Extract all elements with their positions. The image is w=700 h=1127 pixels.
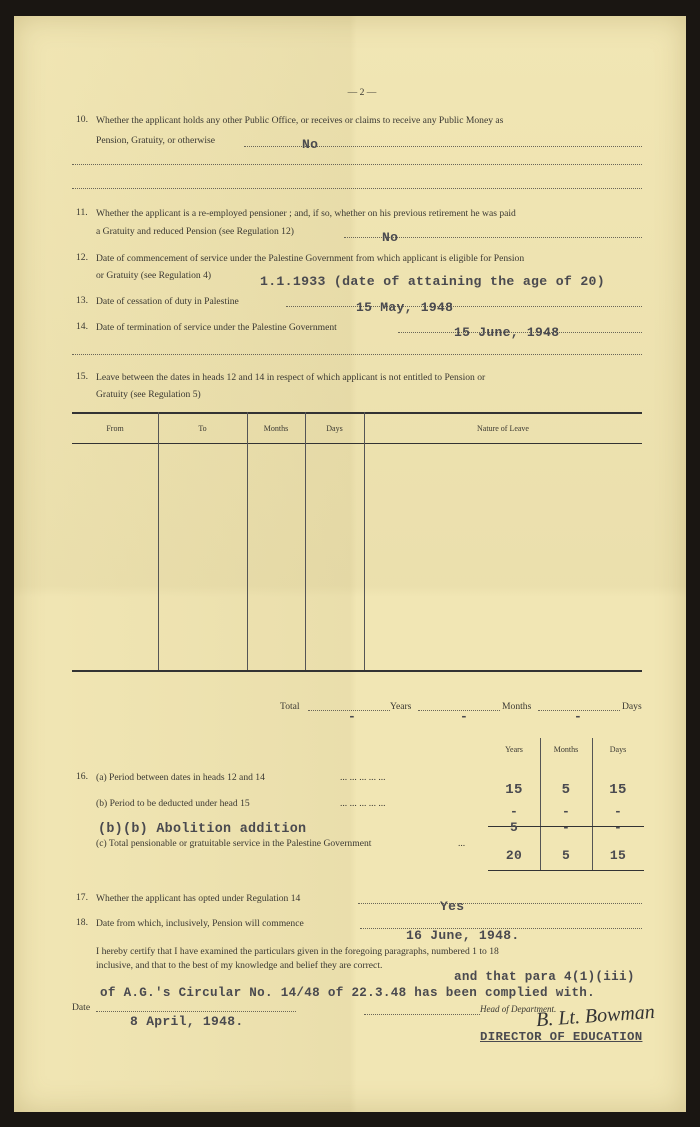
item-14-dotted-line-2: [72, 354, 642, 355]
certification-line-2: inclusive, and that to the best of my knowledge and belief they are correct.: [96, 960, 383, 971]
item-13-text: Date of cessation of duty in Palestine: [96, 296, 239, 307]
signature: B. Lt. Bowman: [535, 1000, 656, 1032]
item-12-text-2: or Gratuity (see Regulation 4): [96, 270, 212, 281]
item-11-answer: No: [382, 230, 399, 245]
item-16b-text: (b) Period to be deducted under head 15: [96, 798, 250, 809]
document-page: [14, 16, 686, 1112]
head-of-department-label: Head of Department.: [480, 1004, 557, 1014]
service-grid-header-years: Years: [505, 745, 523, 754]
total-label: Total: [280, 701, 300, 712]
item-14-text: Date of termination of service under the Palestine Government: [96, 322, 337, 333]
item-12-answer: 1.1.1933 (date of attaining the age of 20): [260, 274, 605, 289]
leave-table-header-from: From: [106, 424, 124, 433]
item-16a-text: (a) Period between dates in heads 12 and 14: [96, 772, 265, 783]
item-17-text: Whether the applicant has opted under Regulation 14: [96, 893, 301, 904]
item-10-dotted-line-2: [72, 164, 642, 165]
item-12-text: Date of commencement of service under the Palestine Government from which applicant is eligible for Pension: [96, 253, 525, 264]
item-10-text-2: Pension, Gratuity, or otherwise: [96, 135, 216, 146]
item-14-number: 14.: [76, 321, 88, 332]
item-13-number: 13.: [76, 295, 88, 306]
leave-table-col-divider-4: [364, 412, 365, 670]
item-16b-ellipsis: ... ... ... ... ...: [340, 798, 386, 809]
period-bb-years: 5: [509, 820, 519, 835]
certification-typed-addition-2: of A.G.'s Circular No. 14/48 of 22.3.48 has been complied with.: [100, 986, 596, 1000]
date-dotted-line: [96, 1011, 296, 1012]
item-10-number: 10.: [76, 114, 88, 125]
leave-table-col-divider-3: [305, 412, 306, 670]
leave-table-header-days: Days: [326, 424, 343, 433]
item-10-text: Whether the applicant holds any other Public Office, or receives or claims to receive any Public Money as: [96, 115, 504, 126]
certification-typed-addition-1: and that para 4(1)(iii): [454, 970, 635, 984]
item-18-text: Date from which, inclusively, Pension will commence: [96, 918, 304, 929]
service-grid-header-days: Days: [609, 745, 627, 754]
service-grid-bottom-rule: [488, 870, 644, 871]
item-16c-ellipsis: ...: [458, 838, 466, 849]
leave-table-bottom-rule: [72, 670, 642, 672]
date-value: 8 April, 1948.: [130, 1014, 244, 1029]
certification-line-1: I hereby certify that I have examined the particulars given in the foregoing paragraphs, numbered 1 to 18: [96, 946, 499, 957]
leave-table-header-months: Months: [263, 424, 289, 433]
item-16a-ellipsis: ... ... ... ... ...: [340, 772, 386, 783]
period-b-years: -: [509, 804, 519, 819]
leave-table-col-divider-2: [247, 412, 248, 670]
leave-table-col-divider-1: [158, 412, 159, 670]
item-10-answer: No: [302, 137, 319, 152]
date-label: Date: [72, 1002, 91, 1013]
period-a-years: 15: [505, 782, 523, 798]
item-16bb-text: (b)(b) Abolition addition: [98, 822, 307, 837]
item-11-text-2: a Gratuity and reduced Pension (see Regulation 12): [96, 226, 294, 237]
period-a-days: 15: [609, 782, 627, 798]
service-grid-header-months: Months: [553, 745, 579, 754]
leave-table-header-nature: Nature of Leave: [477, 424, 529, 433]
item-11-number: 11.: [76, 207, 88, 218]
item-10-dotted-line-3: [72, 188, 642, 189]
period-b-months: -: [561, 804, 571, 819]
item-15-number: 15.: [76, 371, 88, 382]
item-18-number: 18.: [76, 917, 88, 928]
period-b-days: -: [613, 804, 623, 819]
item-15-text-2: Gratuity (see Regulation 5): [96, 389, 201, 400]
period-bb-months: -: [561, 820, 571, 835]
item-13-answer: 15 May, 1948: [356, 300, 454, 315]
signature-dotted-line: [364, 1014, 480, 1015]
period-a-months: 5: [561, 782, 571, 798]
total-days-label: Days: [622, 701, 642, 712]
item-11-text: Whether the applicant is a re-employed pensioner ; and, if so, whether on his previous retirement he was paid: [96, 208, 516, 219]
total-years-label: Years: [390, 701, 412, 712]
period-bb-days: -: [613, 820, 623, 835]
total-months-label: Months: [502, 701, 532, 712]
total-years-value: -: [348, 709, 357, 724]
item-16c-text: (c) Total pensionable or gratuitable service in the Palestine Government: [96, 838, 372, 849]
total-months-value: -: [460, 709, 469, 724]
item-17-dotted-line: [358, 903, 642, 904]
item-17-number: 17.: [76, 892, 88, 903]
item-17-answer: Yes: [440, 899, 465, 914]
total-dotted-2: [418, 710, 500, 711]
item-16-number: 16.: [76, 771, 88, 782]
item-14-answer: 15 June, 1948: [454, 325, 560, 340]
period-c-years: 20: [505, 848, 523, 863]
total-days-value: -: [574, 709, 583, 724]
director-title: DIRECTOR OF EDUCATION: [480, 1030, 643, 1044]
item-13-dotted-line: [286, 306, 642, 307]
period-c-months: 5: [561, 848, 571, 863]
page-number: — 2 —: [347, 87, 377, 98]
item-15-text: Leave between the dates in heads 12 and 14 in respect of which applicant is not entitled to Pension or: [96, 372, 486, 383]
period-c-days: 15: [609, 848, 627, 863]
item-18-answer: 16 June, 1948.: [406, 928, 520, 943]
item-12-number: 12.: [76, 252, 88, 263]
leave-table-header-to: To: [198, 424, 207, 433]
